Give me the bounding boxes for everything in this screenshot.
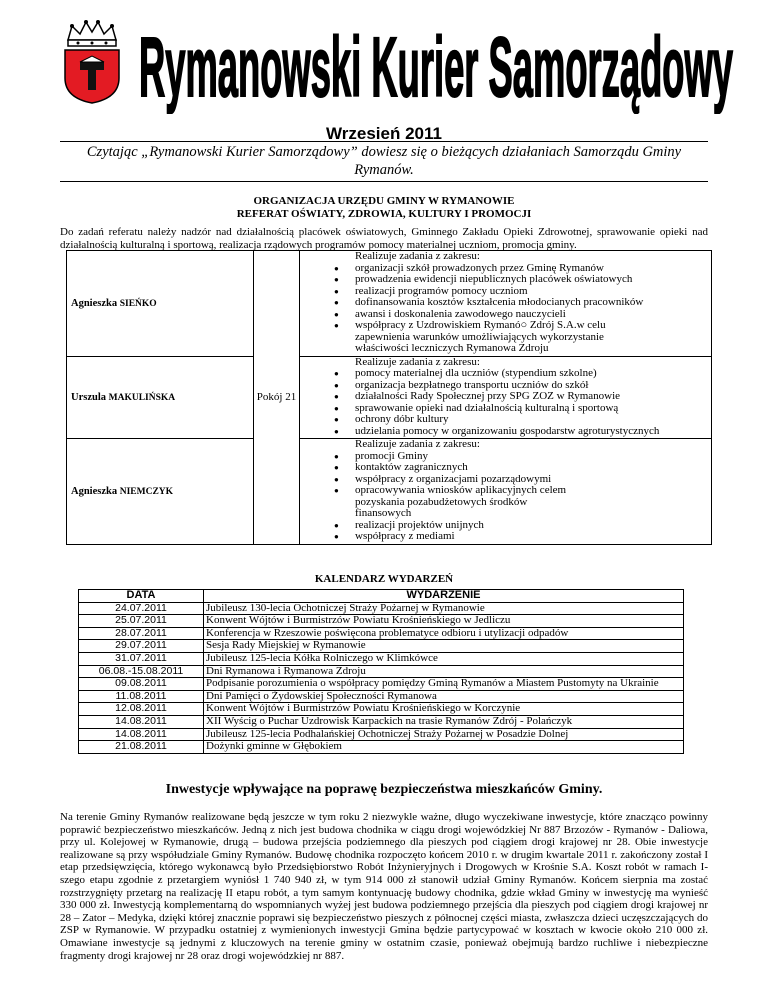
article-body: Na terenie Gminy Rymanów realizowane będą jeszcze w tym roku 2 niezwykle ważne, długo wyczekiwane inwestycje, które znacząco powinny poprawić bezpieczeństwo mieszkańców. Jedną z nich jest budowa chodnika w ciągu drogi wojewódzkiej Nr 887 Brzozów - Rymanów - Daliowa, przy ul. Kolejowej w Rymanowie, drugą – budowa przejścia podziemnego dla pieszych pod ciągiem drogi krajowej nr 28. Obie inwestycje realizowane są przy współudziale Gminy Rymanów. Budowę chodnika rozpoczęto końcem 2010 r. w drugim kwartale 2011 r. zakończony został I etap przedsięwzięcia, którego wykonawcą było Przedsiębiorstwo Robót Inżynieryjnych i Drogowych w Krośnie S.A. Koszt robót w ramach I-szego etapu zgodnie z przetargiem wyniósł 1 740 940 zł, w tym 914 000 zł stanowił udział Gminy Rymanów. Końcem sierpnia ma zostać rozstrzygnięty przetarg na realizację II etapu robót, a tym samym kontynuację budowy chodnika, gdzie wkład Gminy w inwestycję ma wynieść 330 000 zł. Inwestycją komplementarną do wspomnianych wyżej jest budowa podziemnego przejścia dla pieszych pod ciągiem drogi krajowej nr 28 – Zator – Medyka, dzięki której znacznie poprawi się bezpieczeństwo pieszych z północnej części miasta, zwłaszcza dzieci uczęszczających do ZSP w Rymanowie. W przypadku ostatniej z wymienionych inwestycji Gmina będzie partycypować w kosztach w kwocie około 210 000 zł. Omawiane inwestycje są jednymi z kluczowych na terenie gminy w ostatnim czasie, ponieważ obejmują bardzo ruchliwe i niebezpieczne fragmenty drogi krajowej nr 28 oraz drogi wojewódzkiej nr 887.: [60, 811, 708, 962]
calendar-table: [78, 589, 684, 754]
task-item: ● współpracy z mediami: [304, 531, 711, 543]
staff-name: Agnieszka SIEŃKO: [67, 251, 254, 357]
staff-tasks: Realizuje zadania z zakresu: ● promocji Gminy ● kontaktów zagranicznych ● współpracy z organizacjami pozarządowymi ● opracowywania wniosków aplikacyjnych celem pozyskania pozabudżetowych środków finansowych ● realizacji projektów unijnych ● współpracy z mediami: [300, 439, 712, 545]
event-date: 31.07.2011: [79, 652, 204, 665]
event-date: 09.08.2011: [79, 678, 204, 691]
staff-name: Urszula MAKULIŃSKA: [67, 356, 254, 439]
table-row: [79, 627, 684, 640]
article-heading: Inwestycje wpływające na poprawę bezpieczeństwa mieszkańców Gminy.: [165, 782, 603, 797]
task-item: ● pomocy materialnej dla uczniów (stypendium szkolne): [304, 368, 711, 380]
staff-table: [66, 250, 712, 545]
task-item: ● działalności Rady Społecznej przy SPG ZOZ w Rymanowie: [304, 391, 711, 403]
newspaper-title: [136, 14, 736, 114]
task-item: ● współpracy z Uzdrowiskiem Rymanó○ Zdrój S.A.w celu zapewnienia warunków umożliwiających wykorzystanie właściwości leczniczych Rymanowa Zdroju: [304, 320, 711, 355]
event-name: Jubileusz 125-lecia Kółka Rolniczego w Klimkówce: [204, 652, 684, 665]
table-row: [79, 703, 684, 716]
event-date: 14.08.2011: [79, 728, 204, 741]
svg-text:Rymanowski Kurier Samorządowy: Rymanowski Kurier Samorządowy: [139, 20, 734, 114]
room-number: Pokój 21: [254, 251, 300, 545]
task-item: ● udzielania pomocy w organizowaniu gospodarstw agroturystycznych: [304, 426, 711, 438]
staff-tasks: Realizuje zadania z zakresu: ● organizacji szkół prowadzonych przez Gminę Rymanów ● prowadzenia ewidencji niepublicznych placówek oświatowych ● realizacji programów pomocy uczniom ● dofinansowania kosztów kształcenia młodocianych pracowników ● awansi i doskonalenia zawodowego nauczycieli ● współpracy z Uzdrowiskiem Rymanó○ Zdrój S.A.w celu zapewnienia warunków umożliwiających wykorzystanie właściwości leczniczych Rymanowa Zdroju: [300, 251, 712, 357]
event-date: 14.08.2011: [79, 715, 204, 728]
task-item: ● prowadzenia ewidencji niepublicznych placówek oświatowych: [304, 274, 711, 286]
event-name: Sesja Rady Miejskiej w Rymanowie: [204, 640, 684, 653]
event-date: 12.08.2011: [79, 703, 204, 716]
org-intro: Do zadań referatu należy nadzór nad działalnością placówek oświatowych, Gminnego Zakładu Opieki Zdrowotnej, sprawowanie opieki nad działalnością kulturalną i sportową, realizacja rządowych programów pomocy materialnej uczniom, promocja gminy.: [60, 226, 708, 251]
event-date: 21.08.2011: [79, 741, 204, 754]
event-name: Dożynki gminne w Głębokiem: [204, 741, 684, 754]
coat-of-arms-icon: [62, 20, 122, 104]
calendar-heading: KALENDARZ WYDARZEŃ: [314, 573, 454, 585]
task-item: ● opracowywania wniosków aplikacyjnych celem pozyskania pozabudżetowych środków finansowych: [304, 485, 711, 520]
task-item: ● promocji Gminy: [304, 451, 711, 463]
event-name: Dni Pamięci o Żydowskiej Społeczności Rymanowa: [204, 690, 684, 703]
event-name: XII Wyścig o Puchar Uzdrowisk Karpackich na trasie Rymanów Zdrój - Polańczyk: [204, 715, 684, 728]
table-row: [79, 741, 684, 754]
staff-name: Agnieszka NIEMCZYK: [67, 439, 254, 545]
org-heading: [0, 195, 768, 221]
table-row: [79, 678, 684, 691]
staff-row: [67, 439, 712, 545]
column-header-date: DATA: [79, 590, 204, 603]
calendar-header-row: [79, 590, 684, 603]
event-name: Dni Rymanowa i Rymanowa Zdroju: [204, 665, 684, 678]
table-row: [79, 728, 684, 741]
event-name: Jubileusz 125-lecia Podhalańskiej Ochotniczej Straży Pożarnej w Posadzie Dolnej: [204, 728, 684, 741]
event-date: 11.08.2011: [79, 690, 204, 703]
event-date: 28.07.2011: [79, 627, 204, 640]
task-item: ● sprawowanie opieki nad działalnością kulturalną i sportową: [304, 403, 711, 415]
event-date: 24.07.2011: [79, 602, 204, 615]
table-row: [79, 665, 684, 678]
event-name: Konwent Wójtów i Burmistrzów Powiatu Krośnieńskiego w Korczynie: [204, 703, 684, 716]
task-item: ● awansi i doskonalenia zawodowego nauczycieli: [304, 309, 711, 321]
org-heading-line1: ORGANIZACJA URZĘDU GMINY W RYMANOWIE: [253, 195, 515, 207]
column-header-event: WYDARZENIE: [204, 590, 684, 603]
task-item: ● realizacji programów pomocy uczniom: [304, 286, 711, 298]
staff-tasks: Realizuje zadania z zakresu: ● pomocy materialnej dla uczniów (stypendium szkolne) ● organizacja bezpłatnego transportu uczniów do szkół ● działalności Rady Społecznej przy SPG ZOZ w Rymanowie ● sprawowanie opieki nad działalnością kulturalną i sportową ● ochrony dóbr kultury ● udzielania pomocy w organizowaniu gospodarstw agroturystycznych: [300, 356, 712, 439]
table-row: [79, 715, 684, 728]
staff-row: [67, 356, 712, 439]
event-name: Jubileusz 130-lecia Ochotniczej Straży Pożarnej w Rymanowie: [204, 602, 684, 615]
task-item: ● dofinansowania kosztów kształcenia młodocianych pracowników: [304, 297, 711, 309]
table-row: [79, 602, 684, 615]
masthead: [0, 0, 768, 115]
event-name: Podpisanie porozumienia o współpracy pomiędzy Gminą Rymanów a Miastem Pustomyty na Ukrainie: [204, 678, 684, 691]
event-name: Konwent Wójtów i Burmistrzów Powiatu Krośnieńskiego w Jedliczu: [204, 615, 684, 628]
event-name: Konferencja w Rzeszowie poświęcona problematyce odbioru i utylizacji odpadów: [204, 627, 684, 640]
event-date: 29.07.2011: [79, 640, 204, 653]
org-heading-line2: REFERAT OŚWIATY, ZDROWIA, KULTURY I PROMOCJI: [236, 208, 532, 220]
task-item: ● kontaktów zagranicznych: [304, 462, 711, 474]
task-item: ● organizacji szkół prowadzonych przez Gminę Rymanów: [304, 263, 711, 275]
task-item: ● realizacji projektów unijnych: [304, 520, 711, 532]
issue-date: Wrzesień 2011: [326, 124, 442, 143]
event-date: 25.07.2011: [79, 615, 204, 628]
event-date: 06.08.-15.08.2011: [79, 665, 204, 678]
table-row: [79, 615, 684, 628]
task-item: ● współpracy z organizacjami pozarządowymi: [304, 474, 711, 486]
task-item: ● ochrony dóbr kultury: [304, 414, 711, 426]
tagline: Czytając „Rymanowski Kurier Samorządowy” dowiesz się o bieżących działaniach Samorządu Gminy Rymanów.: [60, 141, 708, 182]
task-item: ● organizacja bezpłatnego transportu uczniów do szkół: [304, 380, 711, 392]
table-row: [79, 690, 684, 703]
table-row: [79, 640, 684, 653]
staff-row: [67, 251, 712, 357]
table-row: [79, 652, 684, 665]
